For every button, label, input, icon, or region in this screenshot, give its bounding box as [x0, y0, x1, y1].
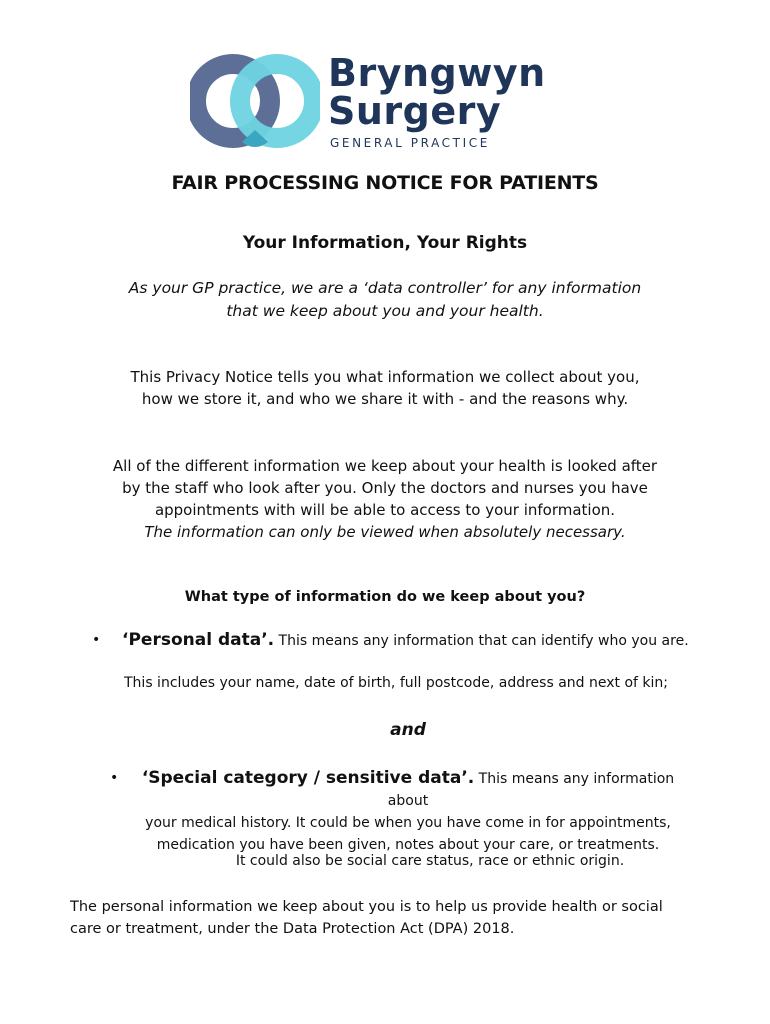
privacy-line: This Privacy Notice tells you what information we collect about you,: [130, 368, 640, 386]
personal-data-item: [122, 630, 689, 650]
intro-line: that we keep about you and your health.: [226, 302, 544, 320]
brand-name-line1: Bryngwyn: [328, 51, 546, 95]
section-heading: What type of information do we keep about you?: [184, 589, 586, 605]
personal-data-examples: This includes your name, date of birth, full postcode, address and next of kin;: [124, 675, 668, 691]
page-title: FAIR PROCESSING NOTICE FOR PATIENTS: [171, 172, 599, 194]
intro-line: As your GP practice, we are a ‘data controller’ for any information: [128, 279, 642, 297]
special-data-description: This means any information about: [387, 771, 675, 809]
special-data-line: your medical history. It could be when you have come in for appointments,: [145, 815, 671, 831]
privacy-line: how we store it, and who we share it with - and the reasons why.: [141, 390, 629, 408]
special-data-line: medication you have been given, notes about your care, or treatments.: [156, 837, 660, 853]
staff-line: by the staff who look after you. Only the doctors and nurses you have: [122, 479, 648, 497]
closing-line: care or treatment, under the Data Protection Act (DPA) 2018.: [70, 921, 515, 937]
special-data-label: ‘Special category / sensitive data’.: [141, 768, 475, 788]
staff-line-italic: The information can only be viewed when absolutely necessary.: [144, 523, 626, 541]
intro-paragraph: [0, 277, 770, 323]
heart-logo-icon: [190, 50, 320, 160]
practice-logo: [190, 50, 550, 160]
page-subtitle: Your Information, Your Rights: [242, 233, 528, 253]
staff-line: All of the different information we keep about your health is looked after: [112, 457, 658, 475]
staff-access-paragraph: [0, 455, 770, 543]
conjunction-and: and: [390, 720, 426, 740]
brand-name-line2: Surgery: [328, 89, 502, 133]
personal-data-label: ‘Personal data’.: [122, 630, 275, 650]
closing-line: The personal information we keep about you is to help us provide health or social: [70, 899, 663, 915]
staff-line: appointments with will be able to access to your information.: [154, 501, 616, 519]
bullet-icon: •: [110, 770, 119, 786]
brand-tagline: GENERAL PRACTICE: [330, 136, 490, 150]
closing-paragraph: [70, 896, 710, 940]
special-data-first-line: [128, 767, 688, 812]
personal-data-description: This means any information that can identify who you are.: [274, 633, 689, 649]
special-data-item: [128, 767, 688, 856]
privacy-notice-paragraph: [0, 366, 770, 410]
special-data-examples: It could also be social care status, race or ethnic origin.: [235, 853, 625, 869]
bullet-icon: •: [92, 632, 101, 648]
